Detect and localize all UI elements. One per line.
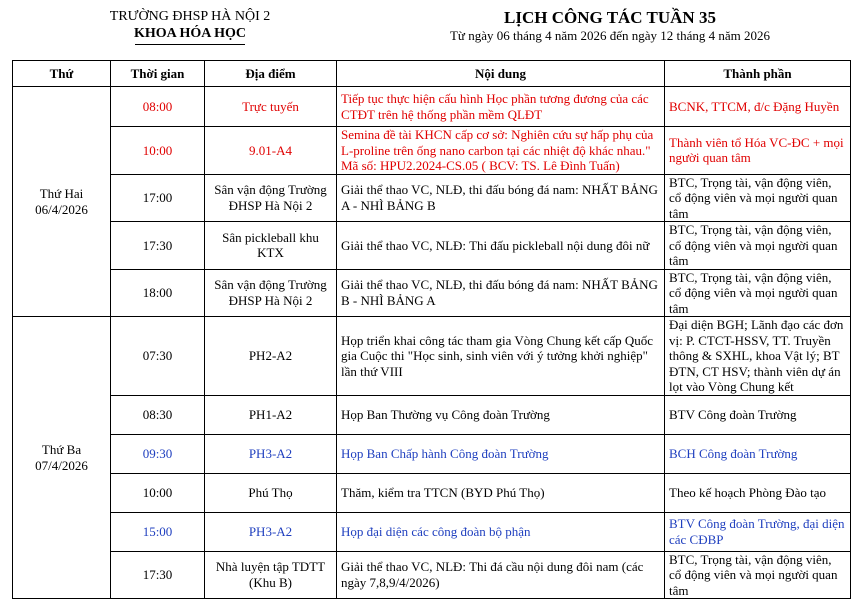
time-cell: 17:30 [111,551,205,599]
place-cell: Trực tuyến [205,87,337,127]
participants-cell: BCH Công đoàn Trường [665,434,851,473]
content-cell: Tiếp tục thực hiện cấu hình Học phần tương đương của các CTĐT trên hệ thống phần mềm QLĐT [337,87,665,127]
place-cell: Sân pickleball khu KTX [205,222,337,270]
content-cell: Giải thể thao VC, NLĐ, thi đấu bóng đá nam: NHẤT BẢNG B - NHÌ BẢNG A [337,269,665,317]
participants-cell: Thành viên tổ Hóa VC-ĐC + mọi người quan tâm [665,127,851,175]
place-cell: Nhà luyện tập TDTT (Khu B) [205,551,337,599]
col-header-time: Thời gian [111,61,205,87]
participants-cell: BTV Công đoàn Trường [665,395,851,434]
content-cell: Họp triển khai công tác tham gia Vòng Chung kết cấp Quốc gia Cuộc thi "Học sinh, sinh viên với ý tưởng khởi nghiệp" lần thứ VIII [337,317,665,396]
table-row [13,317,851,396]
table-row [13,512,851,551]
place-cell: Sân vận động Trường ĐHSP Hà Nội 2 [205,174,337,222]
participants-cell: BTV Công đoàn Trường, đại diện các CĐBP [665,512,851,551]
table-row [13,87,851,127]
table-row [13,222,851,270]
time-cell: 07:30 [111,317,205,396]
time-cell: 10:00 [111,473,205,512]
place-cell: PH1-A2 [205,395,337,434]
table-row [13,473,851,512]
time-cell: 17:00 [111,174,205,222]
participants-cell: BTC, Trọng tài, vận động viên, cổ động viên và mọi người quan tâm [665,174,851,222]
participants-cell: BTC, Trọng tài, vận động viên, cổ động viên và mọi người quan tâm [665,269,851,317]
content-cell: Semina đề tài KHCN cấp cơ sở: Nghiên cứu sự hấp phụ của L-proline trên ống nano carbon tại các nhiệt độ khác nhau." Mã số: HPU2.2024-CS.05 ( BCV: TS. Lê Đình Tuấn) [337,127,665,175]
schedule-title: LỊCH CÔNG TÁC TUẦN 35 [504,8,716,27]
col-header-place: Địa điểm [205,61,337,87]
day-cell: Thứ Hai 06/4/2026 [13,87,111,317]
table-row [13,269,851,317]
table-header-row [13,61,851,87]
time-cell: 15:00 [111,512,205,551]
header-divider [135,44,245,45]
participants-cell: Theo kế hoạch Phòng Đào tạo [665,473,851,512]
table-row [13,174,851,222]
participants-cell: BCNK, TTCM, đ/c Đặng Huyền [665,87,851,127]
content-cell: Thăm, kiểm tra TTCN (BYD Phú Thọ) [337,473,665,512]
date-range: Từ ngày 06 tháng 4 năm 2026 đến ngày 12 tháng 4 năm 2026 [449,28,771,43]
place-cell: Sân vận động Trường ĐHSP Hà Nội 2 [205,269,337,317]
table-row [13,127,851,175]
time-cell: 18:00 [111,269,205,317]
faculty-name: KHOA HÓA HỌC [133,26,246,41]
place-cell: Phú Thọ [205,473,337,512]
place-cell: 9.01-A4 [205,127,337,175]
school-name: TRƯỜNG ĐHSP HÀ NỘI 2 [109,9,271,24]
time-cell: 17:30 [111,222,205,270]
table-row [13,395,851,434]
header-right [380,8,840,43]
participants-cell: Đại diện BGH; Lãnh đạo các đơn vị: P. CTCT-HSSV, TT. Truyền thông & SXHL, khoa Vật lý; BT ĐTN, CT HSV; thành viên dự án lọt vào Vòng Chung kết [665,317,851,396]
content-cell: Họp Ban Chấp hành Công đoàn Trường [337,434,665,473]
place-cell: PH3-A2 [205,434,337,473]
table-row [13,551,851,599]
content-cell: Giải thể thao VC, NLĐ: Thi đấu pickleball nội dung đôi nữ [337,222,665,270]
participants-cell: BTC, Trọng tài, vận động viên, cổ động viên và mọi người quan tâm [665,551,851,599]
content-cell: Họp Ban Thường vụ Công đoàn Trường [337,395,665,434]
table-row [13,434,851,473]
col-header-participants: Thành phần [665,61,851,87]
time-cell: 08:30 [111,395,205,434]
content-cell: Giải thể thao VC, NLĐ, thi đấu bóng đá nam: NHẤT BẢNG A - NHÌ BẢNG B [337,174,665,222]
participants-cell: BTC, Trọng tài, vận động viên, cổ động viên và mọi người quan tâm [665,222,851,270]
content-cell: Họp đại diện các công đoàn bộ phận [337,512,665,551]
time-cell: 10:00 [111,127,205,175]
day-cell: Thứ Ba 07/4/2026 [13,317,111,599]
header-left [60,8,320,45]
content-cell: Giải thể thao VC, NLĐ: Thi đá cầu nội dung đôi nam (các ngày 7,8,9/4/2026) [337,551,665,599]
time-cell: 08:00 [111,87,205,127]
place-cell: PH3-A2 [205,512,337,551]
time-cell: 09:30 [111,434,205,473]
place-cell: PH2-A2 [205,317,337,396]
schedule-table [12,60,851,599]
col-header-content: Nội dung [337,61,665,87]
col-header-day: Thứ [13,61,111,87]
